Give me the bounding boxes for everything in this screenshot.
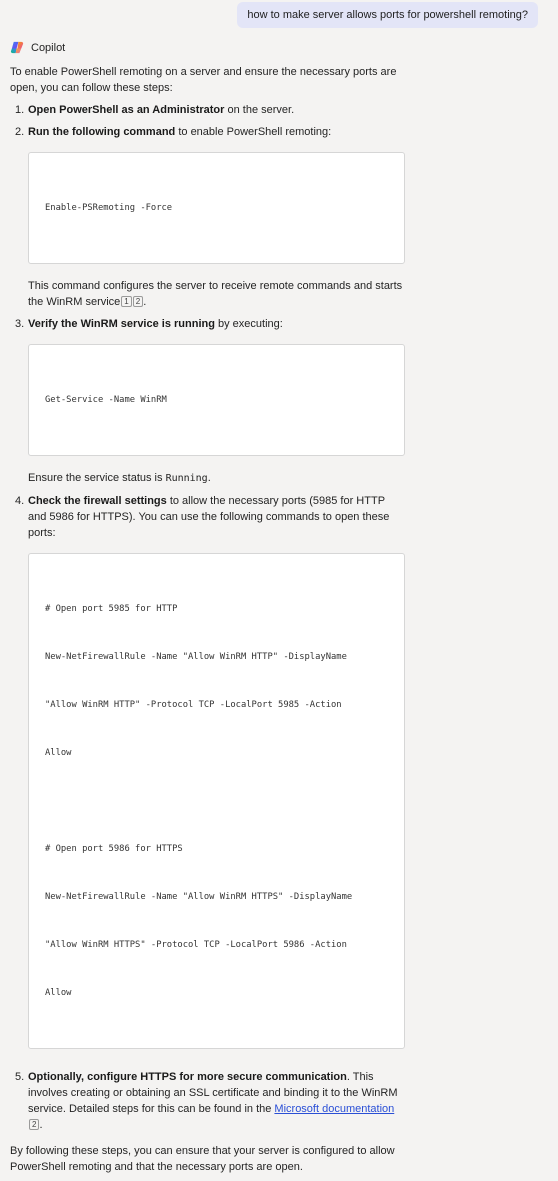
step-5	[10, 1069, 405, 1133]
step-body	[28, 493, 405, 1063]
step-text: . This involves creating or obtaining an SSL certificate and binding it to the WinRM service. Detailed steps for this can be found in the	[28, 1071, 398, 1115]
code-line: Allow	[45, 748, 72, 758]
step-3	[10, 316, 405, 487]
citation-badge[interactable]: 2	[133, 296, 143, 307]
copilot-header	[10, 40, 65, 55]
citation-badge[interactable]: 2	[29, 1119, 39, 1130]
code-block-enable-psremoting[interactable]	[28, 152, 405, 264]
note-end: .	[207, 472, 211, 484]
code-block-firewall-rules[interactable]	[28, 553, 405, 1049]
user-message-bubble	[237, 2, 538, 28]
note-text: Ensure the service status is	[28, 472, 166, 484]
note-end: .	[143, 296, 147, 308]
code-line: Allow	[45, 988, 72, 998]
step-number: 4.	[15, 495, 25, 507]
step-note	[28, 470, 405, 487]
code-line	[45, 793, 388, 809]
step-title: Open PowerShell as an Administrator	[28, 104, 225, 116]
step-title: Optionally, configure HTTPS for more secure communication	[28, 1071, 347, 1083]
step-1	[10, 102, 405, 118]
status-value: Running	[165, 473, 208, 484]
step-body	[28, 102, 405, 118]
code-line: Get-Service -Name WinRM	[45, 395, 167, 405]
code-line: "Allow WinRM HTTP" -Protocol TCP -LocalPort 5985 -Action	[45, 700, 342, 710]
note-text: This command configures the server to receive remote commands and starts the WinRM service	[28, 280, 403, 308]
assistant-name: Copilot	[31, 41, 66, 54]
user-message-text: how to make server allows ports for powershell remoting?	[247, 9, 528, 21]
step-end: .	[39, 1119, 43, 1131]
step-title: Check the firewall settings	[28, 495, 167, 507]
step-text: to allow the necessary ports (5985 for HTTP and 5986 for HTTPS). You can use the following commands to open these ports:	[28, 495, 390, 539]
copilot-logo-icon	[10, 40, 25, 55]
step-number: 3.	[15, 318, 25, 330]
code-line: "Allow WinRM HTTPS" -Protocol TCP -LocalPort 5986 -Action	[45, 940, 347, 950]
step-number: 1.	[15, 104, 25, 116]
code-line: New-NetFirewallRule -Name "Allow WinRM HTTP" -DisplayName	[45, 652, 347, 662]
step-2	[10, 124, 405, 310]
step-title: Verify the WinRM service is running	[28, 318, 215, 330]
step-title: Run the following command	[28, 126, 176, 138]
code-block-get-service[interactable]	[28, 344, 405, 456]
step-text: to enable PowerShell remoting:	[175, 126, 332, 138]
code-line: # Open port 5986 for HTTPS	[45, 844, 183, 854]
step-number: 5.	[15, 1071, 25, 1083]
citation-badge[interactable]: 1	[121, 296, 131, 307]
step-4	[10, 493, 405, 1063]
step-body	[28, 124, 405, 310]
intro-paragraph: To enable PowerShell remoting on a server and ensure the necessary ports are open, you can follow these steps:	[10, 66, 397, 94]
step-note	[28, 278, 405, 310]
code-line: Enable-PSRemoting -Force	[45, 203, 173, 213]
microsoft-documentation-link[interactable]: Microsoft documentation	[274, 1103, 395, 1115]
step-body	[28, 1069, 405, 1133]
code-line: # Open port 5985 for HTTP	[45, 604, 178, 614]
step-text: on the server.	[224, 104, 295, 116]
step-text: by executing:	[214, 318, 283, 330]
step-body	[28, 316, 405, 487]
step-number: 2.	[15, 126, 25, 138]
code-line: New-NetFirewallRule -Name "Allow WinRM HTTPS" -DisplayName	[45, 892, 353, 902]
outro-paragraph: By following these steps, you can ensure that your server is configured to allow PowerShell remoting and that the necessary ports are open.	[10, 1145, 395, 1173]
assistant-response	[10, 64, 405, 1181]
